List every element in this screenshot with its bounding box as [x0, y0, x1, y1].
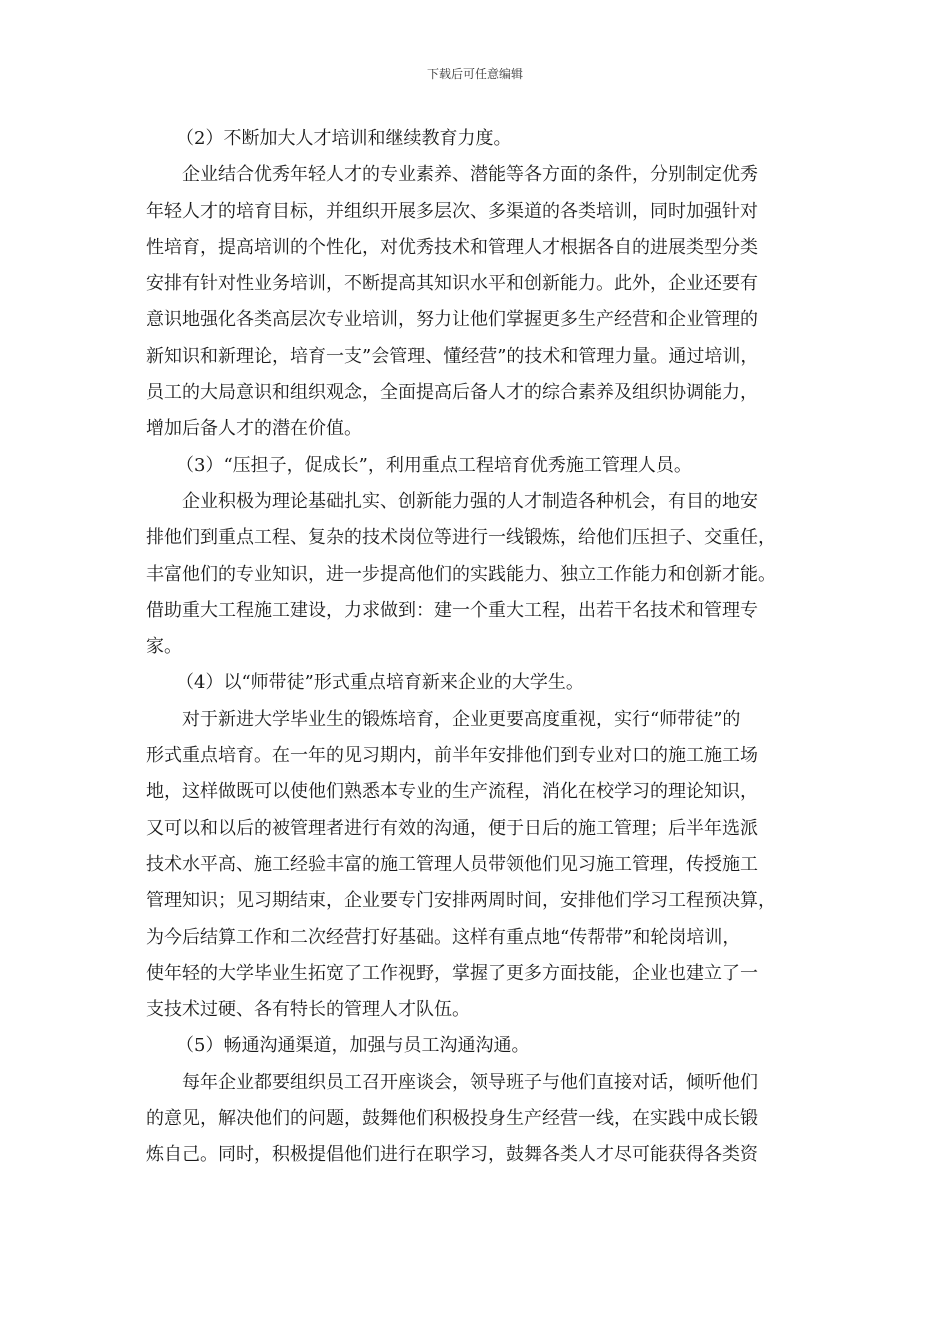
paragraph-line: 形式重点培育。在一年的见习期内，前半年安排他们到专业对口的施工施工场 — [146, 745, 758, 767]
paragraph-line: 技术水平高、施工经验丰富的施工管理人员带领他们见习施工管理，传授施工 — [146, 853, 758, 875]
section-paragraph-3 — [146, 484, 810, 665]
paragraph-line: 企业结合优秀年轻人才的专业素养、潜能等各方面的条件，分别制定优秀 — [182, 164, 758, 186]
paragraph-line: 地，这样做既可以使他们熟悉本专业的生产流程，消化在校学习的理论知识， — [146, 781, 758, 803]
paragraph-line: 对于新进大学毕业生的锻炼培育，企业更要高度重视，实行“师带徒”的 — [182, 708, 741, 730]
paragraph-line: 企业积极为理论基础扎实、创新能力强的人才制造各种机会，有目的地安 — [182, 490, 758, 512]
page-header: 下载后可任意编辑 — [426, 67, 523, 81]
paragraph-line: 安排有针对性业务培训，不断提高其知识水平和创新能力。此外，企业还要有 — [146, 273, 758, 295]
paragraph-line: 增加后备人才的潜在价值。 — [146, 418, 362, 440]
section-paragraph-2 — [146, 157, 810, 447]
paragraph-line: 员工的大局意识和组织观念，全面提高后备人才的综合素养及组织协调能力， — [146, 382, 758, 404]
document-body — [146, 121, 810, 1174]
paragraph-line: 丰富他们的专业知识，进一步提高他们的实践能力、独立工作能力和创新才能。 — [146, 563, 776, 585]
paragraph-line: 又可以和以后的被管理者进行有效的沟通，便于日后的施工管理；后半年选派 — [146, 817, 758, 839]
section-paragraph-5 — [146, 1065, 810, 1174]
section-heading-2: （2）不断加大人才培训和继续教育力度。 — [176, 128, 512, 149]
section-paragraph-4 — [146, 702, 810, 1029]
paragraph-line: 排他们到重点工程、复杂的技术岗位等进行一线锻炼，给他们压担子、交重任， — [146, 527, 776, 549]
paragraph-line: 的意见，解决他们的问题，鼓舞他们积极投身生产经营一线，在实践中成长锻 — [146, 1108, 758, 1130]
paragraph-line: 管理知识；见习期结束，企业要专门安排两周时间，安排他们学习工程预决算， — [146, 890, 776, 912]
paragraph-line: 使年轻的大学毕业生拓宽了工作视野，掌握了更多方面技能，企业也建立了一 — [146, 962, 758, 984]
section-heading-3: （3）“压担子，促成长”，利用重点工程培育优秀施工管理人员。 — [176, 454, 692, 476]
paragraph-line: 支技术过硬、各有特长的管理人才队伍。 — [146, 999, 470, 1021]
paragraph-line: 借助重大工程施工建设，力求做到：建一个重大工程，出若干名技术和管理专 — [146, 599, 758, 621]
paragraph-line: 意识地强化各类高层次专业培训，努力让他们掌握更多生产经营和企业管理的 — [146, 309, 758, 331]
paragraph-line: 炼自己。同时，积极提倡他们进行在职学习，鼓舞各类人才尽可能获得各类资 — [146, 1144, 758, 1166]
paragraph-line: 年轻人才的培育目标，并组织开展多层次、多渠道的各类培训，同时加强针对 — [146, 200, 758, 222]
paragraph-line: 性培育，提高培训的个性化，对优秀技术和管理人才根据各自的进展类型分类 — [146, 236, 758, 258]
paragraph-line: 为今后结算工作和二次经营打好基础。这样有重点地“传帮带”和轮岗培训， — [146, 926, 741, 948]
section-heading-5: （5）畅通沟通渠道，加强与员工沟通沟通。 — [176, 1035, 530, 1057]
section-heading-4: （4）以“师带徒”形式重点培育新来企业的大学生。 — [176, 672, 584, 694]
paragraph-line: 每年企业都要组织员工召开座谈会，领导班子与他们直接对话，倾听他们 — [182, 1071, 758, 1093]
paragraph-line: 家。 — [146, 636, 182, 658]
paragraph-line: 新知识和新理论，培育一支”会管理、懂经营”的技术和管理力量。通过培训， — [146, 345, 759, 367]
